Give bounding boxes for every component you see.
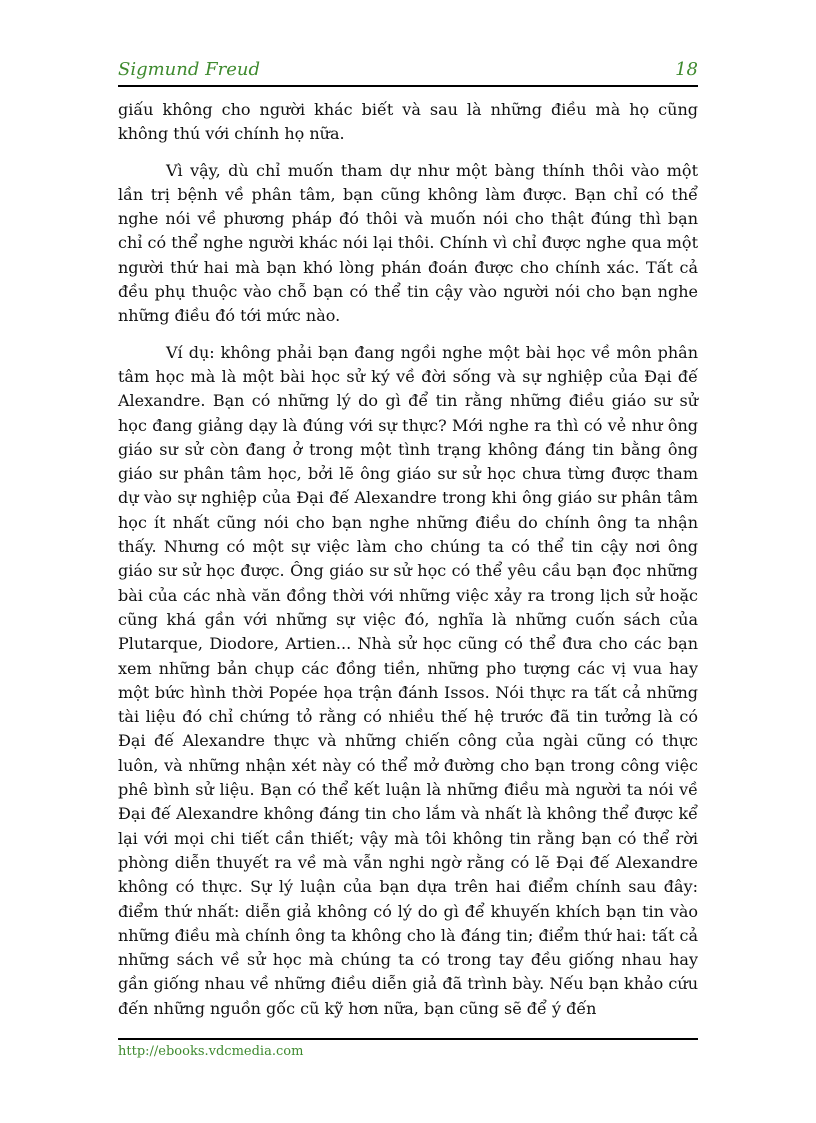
page-header — [118, 59, 698, 87]
page-body — [118, 98, 698, 1033]
paragraph: Ví dụ: không phải bạn đang ngồi nghe một bài học về môn phân tâm học mà là một bài học sử ký về đời sống và sự nghiệp của Đại đế Alexandre. Bạn có những lý do gì để tin rằng những điều giáo sư sử học đang giảng dạy là đúng với sự thực? Mới nghe ra thì có vẻ như ông giáo sư sử còn đang ở trong một tình trạng không đáng tin bằng ông giáo sư phân tâm học, bởi lẽ ông giáo sư sử học chưa từng được tham dự vào sự nghiệp của Đại đế Alexandre trong khi ông giáo sư phân tâm học ít nhất cũng nói cho bạn nghe những điều do chính ông ta nhận thấy. Nhưng có một sự việc làm cho chúng ta có thể tin cậy nơi ông giáo sư sử học được. Ông giáo sư sử học có thể yêu cầu bạn đọc những bài của các nhà văn đồng thời với những việc xảy ra trong lịch sử hoặc cũng khá gần với những sự việc đó, nghĩa là những cuốn sách của Plutarque, Diodore, Artien... Nhà sử học cũng có thể đưa cho các bạn xem những bản chụp các đồng tiền, những pho tượng các vị vua hay một bức hình thời Popée họa trận đánh Issos. Nói thực ra tất cả những tài liệu đó chỉ chứng tỏ rằng có nhiều thế hệ trước đã tin tưởng là có Đại đế Alexandre thực và những chiến công của ngài cũng có thực luôn, và những nhận xét này có thể mở đường cho bạn trong công việc phê bình sử liệu. Bạn có thể kết luận là những điều mà người ta nói về Đại đế Alexandre không đáng tin cho lắm và nhất là không thể được kể lại với mọi chi tiết cần thiết; vậy mà tôi không tin rằng bạn có thể rời phòng diễn thuyết ra về mà vẫn nghi ngờ rằng có lẽ Đại đế Alexandre không có thực. Sự lý luận của bạn dựa trên hai điểm chính sau đây: điểm thứ nhất: diễn giả không có lý do gì để khuyến khích bạn tin vào những điều mà chính ông ta không cho là đáng tin; điểm thứ hai: tất cả những sách về sử học mà chúng ta có trong tay đều giống nhau hay gần giống nhau về những điều diễn giả đã trình bày. Nếu bạn khảo cứu đến những nguồn gốc cũ kỹ hơn nữa, bạn cũng sẽ để ý đến — [118, 342, 698, 1018]
paragraph-continuation: giấu không cho người khác biết và sau là những điều mà họ cũng không thú với chính họ nữa. — [118, 100, 698, 144]
header-title: Sigmund Freud — [118, 59, 260, 80]
footer-divider — [118, 1038, 698, 1040]
page-number: 18 — [675, 59, 698, 80]
paragraph: Vì vậy, dù chỉ muốn tham dự như một bàng thính thôi vào một lần trị bệnh về phân tâm, bạn cũng không làm được. Bạn chỉ có thể nghe nói về phương pháp đó thôi và muốn nói cho thật đúng thì bạn chỉ có thể nghe người khác nói lại thôi. Chính vì chỉ được nghe qua một người thứ hai mà bạn khó lòng phán đoán được cho chính xác. Tất cả đều phụ thuộc vào chỗ bạn có thể tin cậy vào người nói cho bạn nghe những điều đó tới mức nào. — [118, 160, 698, 326]
footer-link[interactable]: http://ebooks.vdcmedia.com — [118, 1044, 304, 1059]
